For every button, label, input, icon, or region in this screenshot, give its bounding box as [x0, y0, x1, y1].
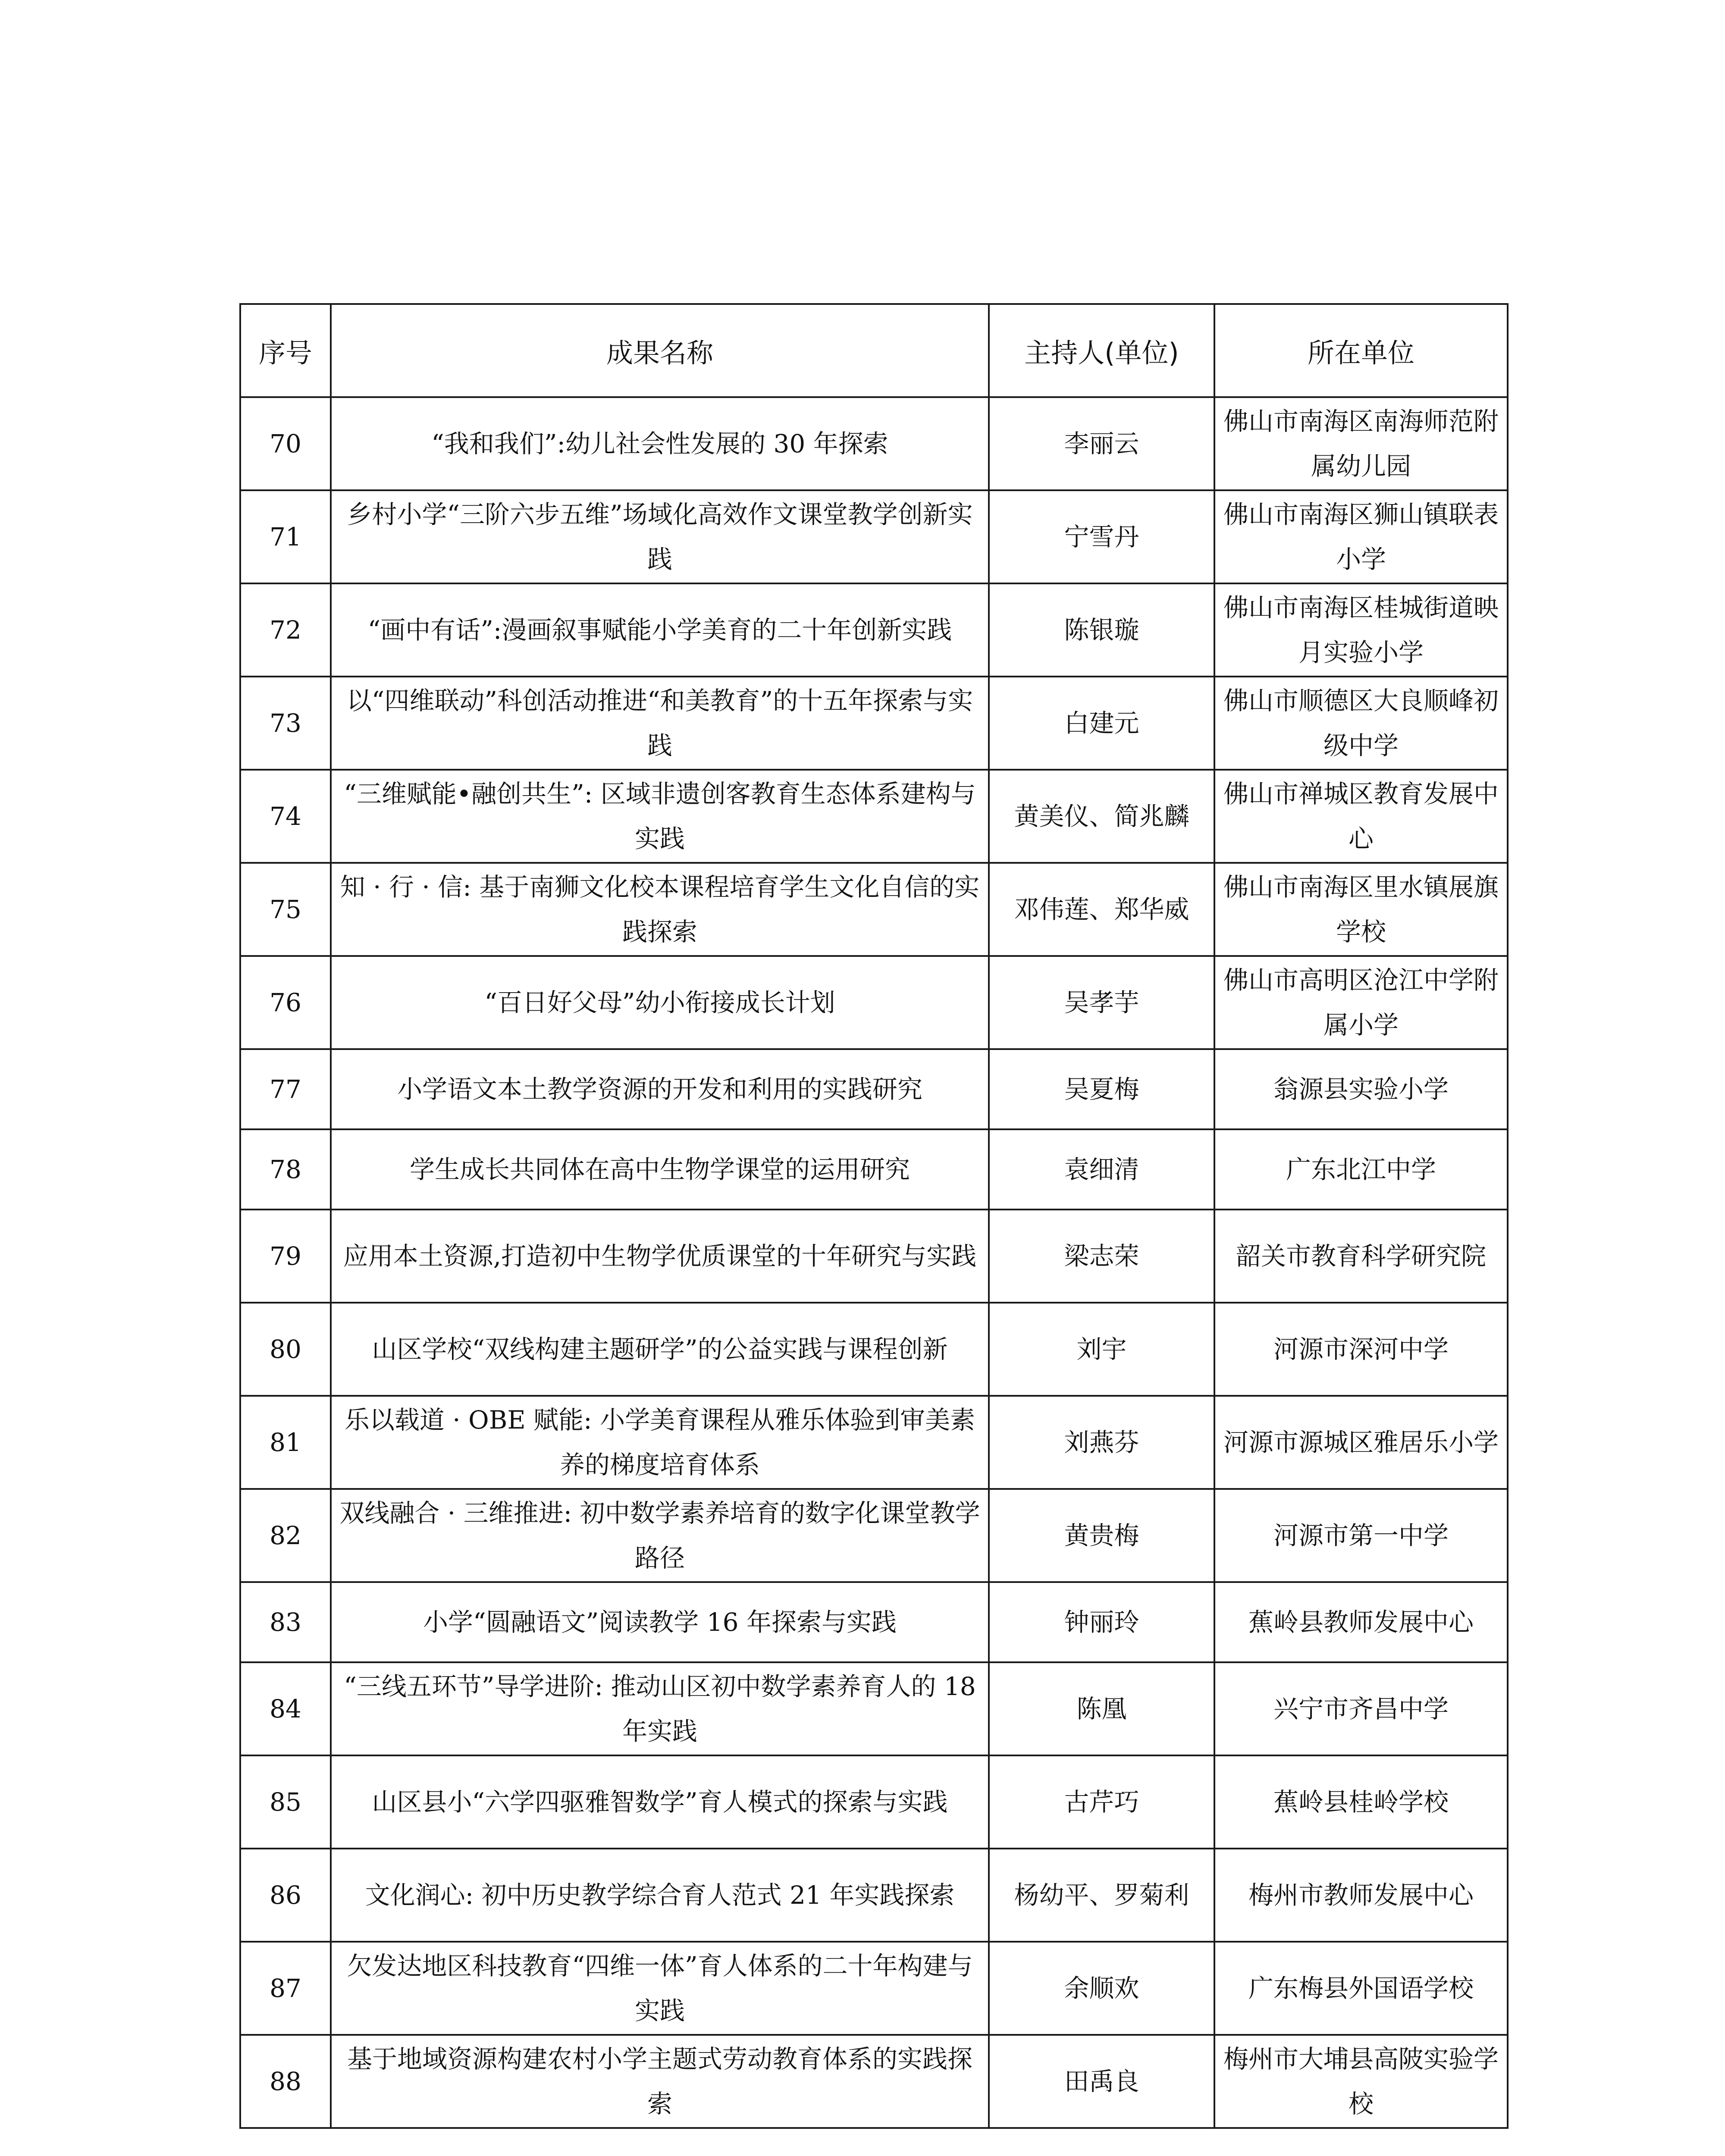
table-row: [240, 583, 1508, 677]
header-serial-number: 序号: [240, 304, 331, 397]
table-row: [240, 490, 1508, 583]
cell-host: 余顺欢: [989, 1942, 1214, 2035]
cell-achievement-name: 学生成长共同体在高中生物学课堂的运用研究: [331, 1129, 989, 1210]
cell-serial-number: 87: [240, 1942, 331, 2035]
table-row: [240, 2035, 1508, 2128]
table-row: [240, 1662, 1508, 1755]
cell-host: 刘燕芬: [989, 1396, 1214, 1489]
cell-host: 白建元: [989, 677, 1214, 770]
cell-host: 吴孝芋: [989, 956, 1214, 1049]
cell-achievement-name: “三维赋能•融创共生”: 区域非遗创客教育生态体系建构与实践: [331, 770, 989, 863]
table-row: [240, 1303, 1508, 1396]
cell-unit: 河源市深河中学: [1214, 1303, 1508, 1396]
table-row: [240, 1489, 1508, 1582]
cell-serial-number: 75: [240, 863, 331, 956]
cell-serial-number: 80: [240, 1303, 331, 1396]
table-row: [240, 1210, 1508, 1303]
cell-unit: 兴宁市齐昌中学: [1214, 1662, 1508, 1755]
cell-unit: 佛山市高明区沧江中学附属小学: [1214, 956, 1508, 1049]
table-row: [240, 397, 1508, 490]
cell-achievement-name: 应用本土资源,打造初中生物学优质课堂的十年研究与实践: [331, 1210, 989, 1303]
cell-serial-number: 85: [240, 1755, 331, 1849]
cell-serial-number: 86: [240, 1849, 331, 1942]
cell-achievement-name: 小学“圆融语文”阅读教学 16 年探索与实践: [331, 1582, 989, 1662]
cell-host: 黄美仪、简兆麟: [989, 770, 1214, 863]
cell-host: 邓伟莲、郑华威: [989, 863, 1214, 956]
cell-serial-number: 82: [240, 1489, 331, 1582]
cell-host: 杨幼平、罗菊利: [989, 1849, 1214, 1942]
cell-serial-number: 81: [240, 1396, 331, 1489]
cell-serial-number: 76: [240, 956, 331, 1049]
cell-achievement-name: 山区县小“六学四驱雅智数学”育人模式的探索与实践: [331, 1755, 989, 1849]
cell-host: 黄贵梅: [989, 1489, 1214, 1582]
cell-unit: 广东北江中学: [1214, 1129, 1508, 1210]
cell-unit: 佛山市南海区桂城街道映月实验小学: [1214, 583, 1508, 677]
cell-serial-number: 79: [240, 1210, 331, 1303]
header-unit: 所在单位: [1214, 304, 1508, 397]
table-row: [240, 956, 1508, 1049]
cell-host: 袁细清: [989, 1129, 1214, 1210]
cell-achievement-name: “画中有话”:漫画叙事赋能小学美育的二十年创新实践: [331, 583, 989, 677]
cell-serial-number: 70: [240, 397, 331, 490]
cell-unit: 翁源县实验小学: [1214, 1049, 1508, 1129]
header-host: 主持人(单位): [989, 304, 1214, 397]
cell-unit: 佛山市顺德区大良顺峰初级中学: [1214, 677, 1508, 770]
header-achievement-name: 成果名称: [331, 304, 989, 397]
table-row: [240, 1129, 1508, 1210]
cell-host: 吴夏梅: [989, 1049, 1214, 1129]
results-table: [239, 303, 1509, 2129]
table-row: [240, 1582, 1508, 1662]
cell-serial-number: 78: [240, 1129, 331, 1210]
cell-serial-number: 71: [240, 490, 331, 583]
cell-achievement-name: 文化润心: 初中历史教学综合育人范式 21 年实践探索: [331, 1849, 989, 1942]
cell-achievement-name: 欠发达地区科技教育“四维一体”育人体系的二十年构建与实践: [331, 1942, 989, 2035]
cell-achievement-name: 山区学校“双线构建主题研学”的公益实践与课程创新: [331, 1303, 989, 1396]
cell-achievement-name: 以“四维联动”科创活动推进“和美教育”的十五年探索与实践: [331, 677, 989, 770]
table-row: [240, 863, 1508, 956]
cell-achievement-name: “百日好父母”幼小衔接成长计划: [331, 956, 989, 1049]
cell-achievement-name: 基于地域资源构建农村小学主题式劳动教育体系的实践探索: [331, 2035, 989, 2128]
table-row: [240, 1396, 1508, 1489]
cell-host: 梁志荣: [989, 1210, 1214, 1303]
table-row: [240, 770, 1508, 863]
table-row: [240, 1049, 1508, 1129]
cell-serial-number: 73: [240, 677, 331, 770]
cell-host: 田禹良: [989, 2035, 1214, 2128]
cell-host: 陈凰: [989, 1662, 1214, 1755]
cell-unit: 佛山市南海区南海师范附属幼儿园: [1214, 397, 1508, 490]
table-row: [240, 1942, 1508, 2035]
cell-host: 古芹巧: [989, 1755, 1214, 1849]
cell-serial-number: 84: [240, 1662, 331, 1755]
cell-unit: 佛山市禅城区教育发展中心: [1214, 770, 1508, 863]
cell-achievement-name: “三线五环节”导学进阶: 推动山区初中数学素养育人的 18 年实践: [331, 1662, 989, 1755]
cell-achievement-name: 小学语文本土教学资源的开发和利用的实践研究: [331, 1049, 989, 1129]
cell-achievement-name: 乡村小学“三阶六步五维”场域化高效作文课堂教学创新实践: [331, 490, 989, 583]
cell-host: 刘宇: [989, 1303, 1214, 1396]
cell-serial-number: 74: [240, 770, 331, 863]
cell-unit: 佛山市南海区狮山镇联表小学: [1214, 490, 1508, 583]
cell-unit: 河源市源城区雅居乐小学: [1214, 1396, 1508, 1489]
table-row: [240, 1755, 1508, 1849]
cell-serial-number: 83: [240, 1582, 331, 1662]
cell-achievement-name: 知 · 行 · 信: 基于南狮文化校本课程培育学生文化自信的实践探索: [331, 863, 989, 956]
cell-unit: 梅州市教师发展中心: [1214, 1849, 1508, 1942]
cell-serial-number: 77: [240, 1049, 331, 1129]
cell-unit: 韶关市教育科学研究院: [1214, 1210, 1508, 1303]
cell-host: 李丽云: [989, 397, 1214, 490]
cell-unit: 梅州市大埔县高陂实验学校: [1214, 2035, 1508, 2128]
table-header-row: [240, 304, 1508, 397]
cell-serial-number: 88: [240, 2035, 331, 2128]
cell-achievement-name: 乐以载道 · OBE 赋能: 小学美育课程从雅乐体验到审美素养的梯度培育体系: [331, 1396, 989, 1489]
cell-unit: 蕉岭县桂岭学校: [1214, 1755, 1508, 1849]
cell-unit: 广东梅县外国语学校: [1214, 1942, 1508, 2035]
table-row: [240, 1849, 1508, 1942]
cell-host: 宁雪丹: [989, 490, 1214, 583]
cell-serial-number: 72: [240, 583, 331, 677]
table-row: [240, 677, 1508, 770]
cell-unit: 河源市第一中学: [1214, 1489, 1508, 1582]
cell-achievement-name: 双线融合 · 三维推进: 初中数学素养培育的数字化课堂教学路径: [331, 1489, 989, 1582]
cell-host: 陈银璇: [989, 583, 1214, 677]
cell-unit: 蕉岭县教师发展中心: [1214, 1582, 1508, 1662]
cell-host: 钟丽玲: [989, 1582, 1214, 1662]
cell-unit: 佛山市南海区里水镇展旗学校: [1214, 863, 1508, 956]
cell-achievement-name: “我和我们”:幼儿社会性发展的 30 年探索: [331, 397, 989, 490]
